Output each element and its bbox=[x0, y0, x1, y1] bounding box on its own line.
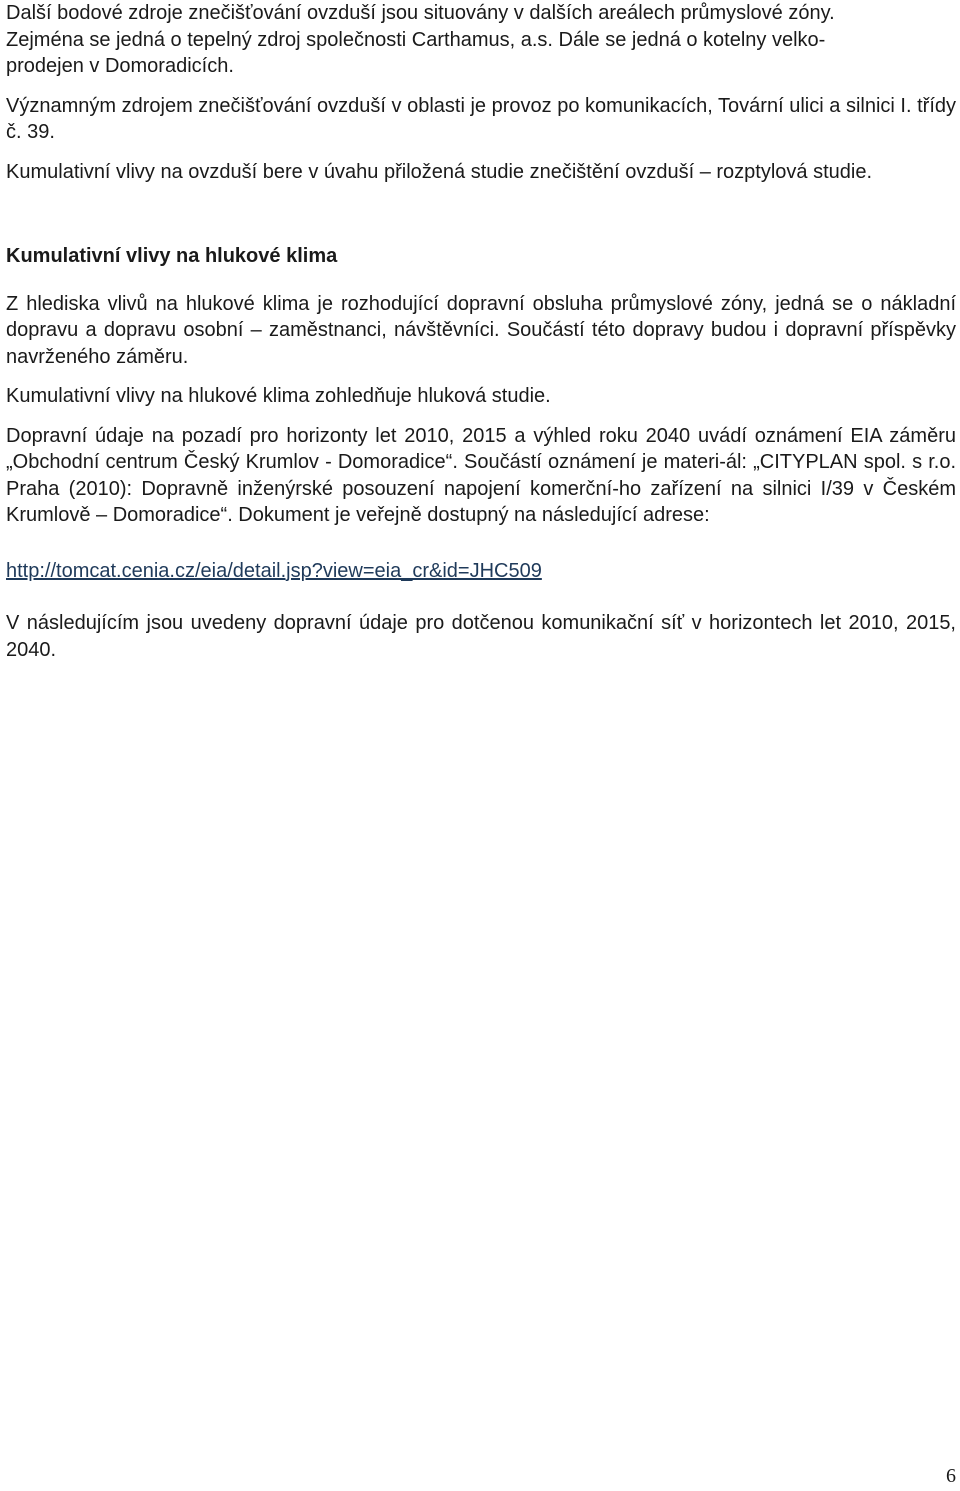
paragraph-line: prodejen v Domoradicích. bbox=[6, 55, 234, 77]
page-number: 6 bbox=[946, 1465, 956, 1487]
paragraph-following-data: V následujícím jsou uvedeny dopravní údaje pro dotčenou komunikační síť v horizontech let 2010, 2015, 2040. bbox=[6, 612, 956, 661]
document-page bbox=[6, 0, 956, 663]
paragraph-traffic-data: Dopravní údaje na pozadí pro horizonty let 2010, 2015 a výhled roku 2040 uvádí oznámení EIA záměru „Obchodní centrum Český Krumlov - Domoradice“. Součástí oznámení je materi-ál: „CITYPLAN spol. s r.o. Praha (2010): Dopravně inženýrské posouzení napojení komerční-ho zařízení na silnici I/39 v Českém Krumlově – Domoradice“. Dokument je veřejně dostupný na následující adrese: bbox=[6, 424, 956, 526]
link-paragraph bbox=[6, 558, 956, 585]
section-heading: Kumulativní vlivy na hlukové klima bbox=[6, 245, 338, 267]
paragraph-traffic-sources: Významným zdrojem znečišťování ovzduší v oblasti je provoz po komunikacích, Tovární ulici a silnici I. třídy č. 39. bbox=[6, 94, 956, 143]
paragraph-noise-traffic: Z hlediska vlivů na hlukové klima je rozhodující dopravní obsluha průmyslové zóny, jedná se o nákladní dopravu a dopravu osobní – zaměstnanci, návštěvníci. Součástí této dopravy budou i dopravní příspěvky navrženého záměru. bbox=[6, 292, 956, 368]
paragraph-sources bbox=[6, 0, 956, 80]
paragraph-line: Další bodové zdroje znečišťování ovzduší jsou situovány v dalších areálech průmyslové zóny. bbox=[6, 2, 835, 24]
paragraph-air-study: Kumulativní vlivy na ovzduší bere v úvahu přiložená studie znečištění ovzduší – rozptylová studie. bbox=[6, 160, 873, 183]
paragraph-noise-study: Kumulativní vlivy na hlukové klima zohledňuje hluková studie. bbox=[6, 385, 551, 407]
document-link[interactable]: http://tomcat.cenia.cz/eia/detail.jsp?view=eia_cr&id=JHC509 bbox=[6, 559, 542, 582]
paragraph-line: Zejména se jedná o tepelný zdroj společnosti Carthamus, a.s. Dále se jedná o kotelny velko- bbox=[6, 28, 826, 51]
